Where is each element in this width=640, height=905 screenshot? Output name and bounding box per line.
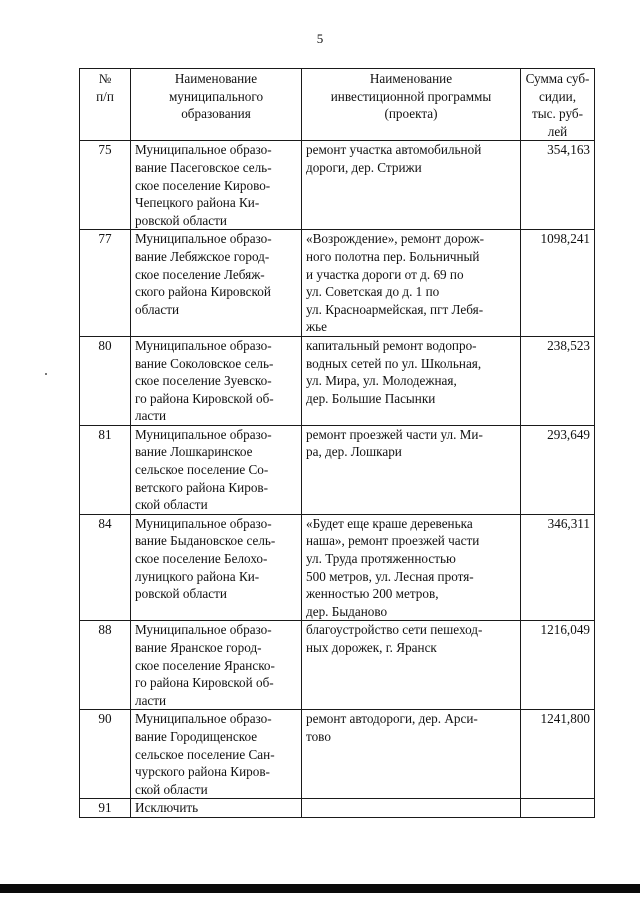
program-cell: ремонт участка автомобильной дороги, дер. Стрижи [302, 141, 521, 230]
page-number: 5 [316, 31, 324, 46]
municipality-cell: Исключить [131, 799, 302, 818]
program-cell [302, 799, 521, 818]
table-row [80, 141, 595, 230]
row-number: 75 [80, 141, 131, 230]
table-row [80, 336, 595, 425]
scan-speck [45, 373, 47, 375]
municipality-cell: Муниципальное образо- вание Соколовское сель- ское поселение Зуевско- го района Кировской об- ласти [131, 336, 302, 425]
scan-bottom-edge [0, 884, 640, 893]
subsidy-amount: 293,649 [521, 425, 595, 514]
row-number: 90 [80, 710, 131, 799]
program-cell: ремонт автодороги, дер. Арси- тово [302, 710, 521, 799]
row-number: 77 [80, 230, 131, 337]
municipality-cell: Муниципальное образо- вание Пасеговское сель- ское поселение Кирово- Чепецкого района Ки- ровской области [131, 141, 302, 230]
table-row [80, 514, 595, 621]
subsidy-amount: 346,311 [521, 514, 595, 621]
header-num: № п/п [80, 69, 131, 141]
program-cell: «Возрождение», ремонт дорож- ного полотна пер. Больничный и участка дороги от д. 69 по ул. Советская до д. 1 по ул. Красноармейская, пгт Лебя- жье [302, 230, 521, 337]
municipality-cell: Муниципальное образо- вание Быдановское сель- ское поселение Белохо- луницкого района Ки- ровской области [131, 514, 302, 621]
subsidy-amount: 1216,049 [521, 621, 595, 710]
municipality-cell: Муниципальное образо- вание Лошкаринское сельское поселение Со- ветского района Киров- ской области [131, 425, 302, 514]
program-cell: капитальный ремонт водопро- водных сетей по ул. Школьная, ул. Мира, ул. Молодежная, дер. Большие Пасынки [302, 336, 521, 425]
row-number: 84 [80, 514, 131, 621]
row-number: 81 [80, 425, 131, 514]
subsidy-amount [521, 799, 595, 818]
subsidy-table [79, 68, 595, 818]
program-cell: ремонт проезжей части ул. Ми- ра, дер. Лошкари [302, 425, 521, 514]
row-number: 88 [80, 621, 131, 710]
program-cell: благоустройство сети пешеход- ных дорожек, г. Яранск [302, 621, 521, 710]
header-municipality: Наименование муниципального образования [131, 69, 302, 141]
row-number: 91 [80, 799, 131, 818]
table-row [80, 230, 595, 337]
header-program: Наименование инвестиционной программы (проекта) [302, 69, 521, 141]
program-cell: «Будет еще краше деревенька наша», ремонт проезжей части ул. Труда протяженностью 500 метров, ул. Лесная протя- женностью 200 метров, дер. Быданово [302, 514, 521, 621]
table-row [80, 799, 595, 818]
table-header-row [80, 69, 595, 141]
table-row [80, 710, 595, 799]
municipality-cell: Муниципальное образо- вание Лебяжское город- ское поселение Лебяж- ского района Кировской области [131, 230, 302, 337]
table-row [80, 621, 595, 710]
subsidy-amount: 1098,241 [521, 230, 595, 337]
row-number: 80 [80, 336, 131, 425]
table-row [80, 425, 595, 514]
subsidy-amount: 354,163 [521, 141, 595, 230]
municipality-cell: Муниципальное образо- вание Яранское город- ское поселение Яранско- го района Кировской об- ласти [131, 621, 302, 710]
municipality-cell: Муниципальное образо- вание Городищенское сельское поселение Сан- чурского района Киров- ской области [131, 710, 302, 799]
subsidy-amount: 238,523 [521, 336, 595, 425]
subsidy-amount: 1241,800 [521, 710, 595, 799]
header-sum: Сумма суб- сидии, тыс. руб- лей [521, 69, 595, 141]
